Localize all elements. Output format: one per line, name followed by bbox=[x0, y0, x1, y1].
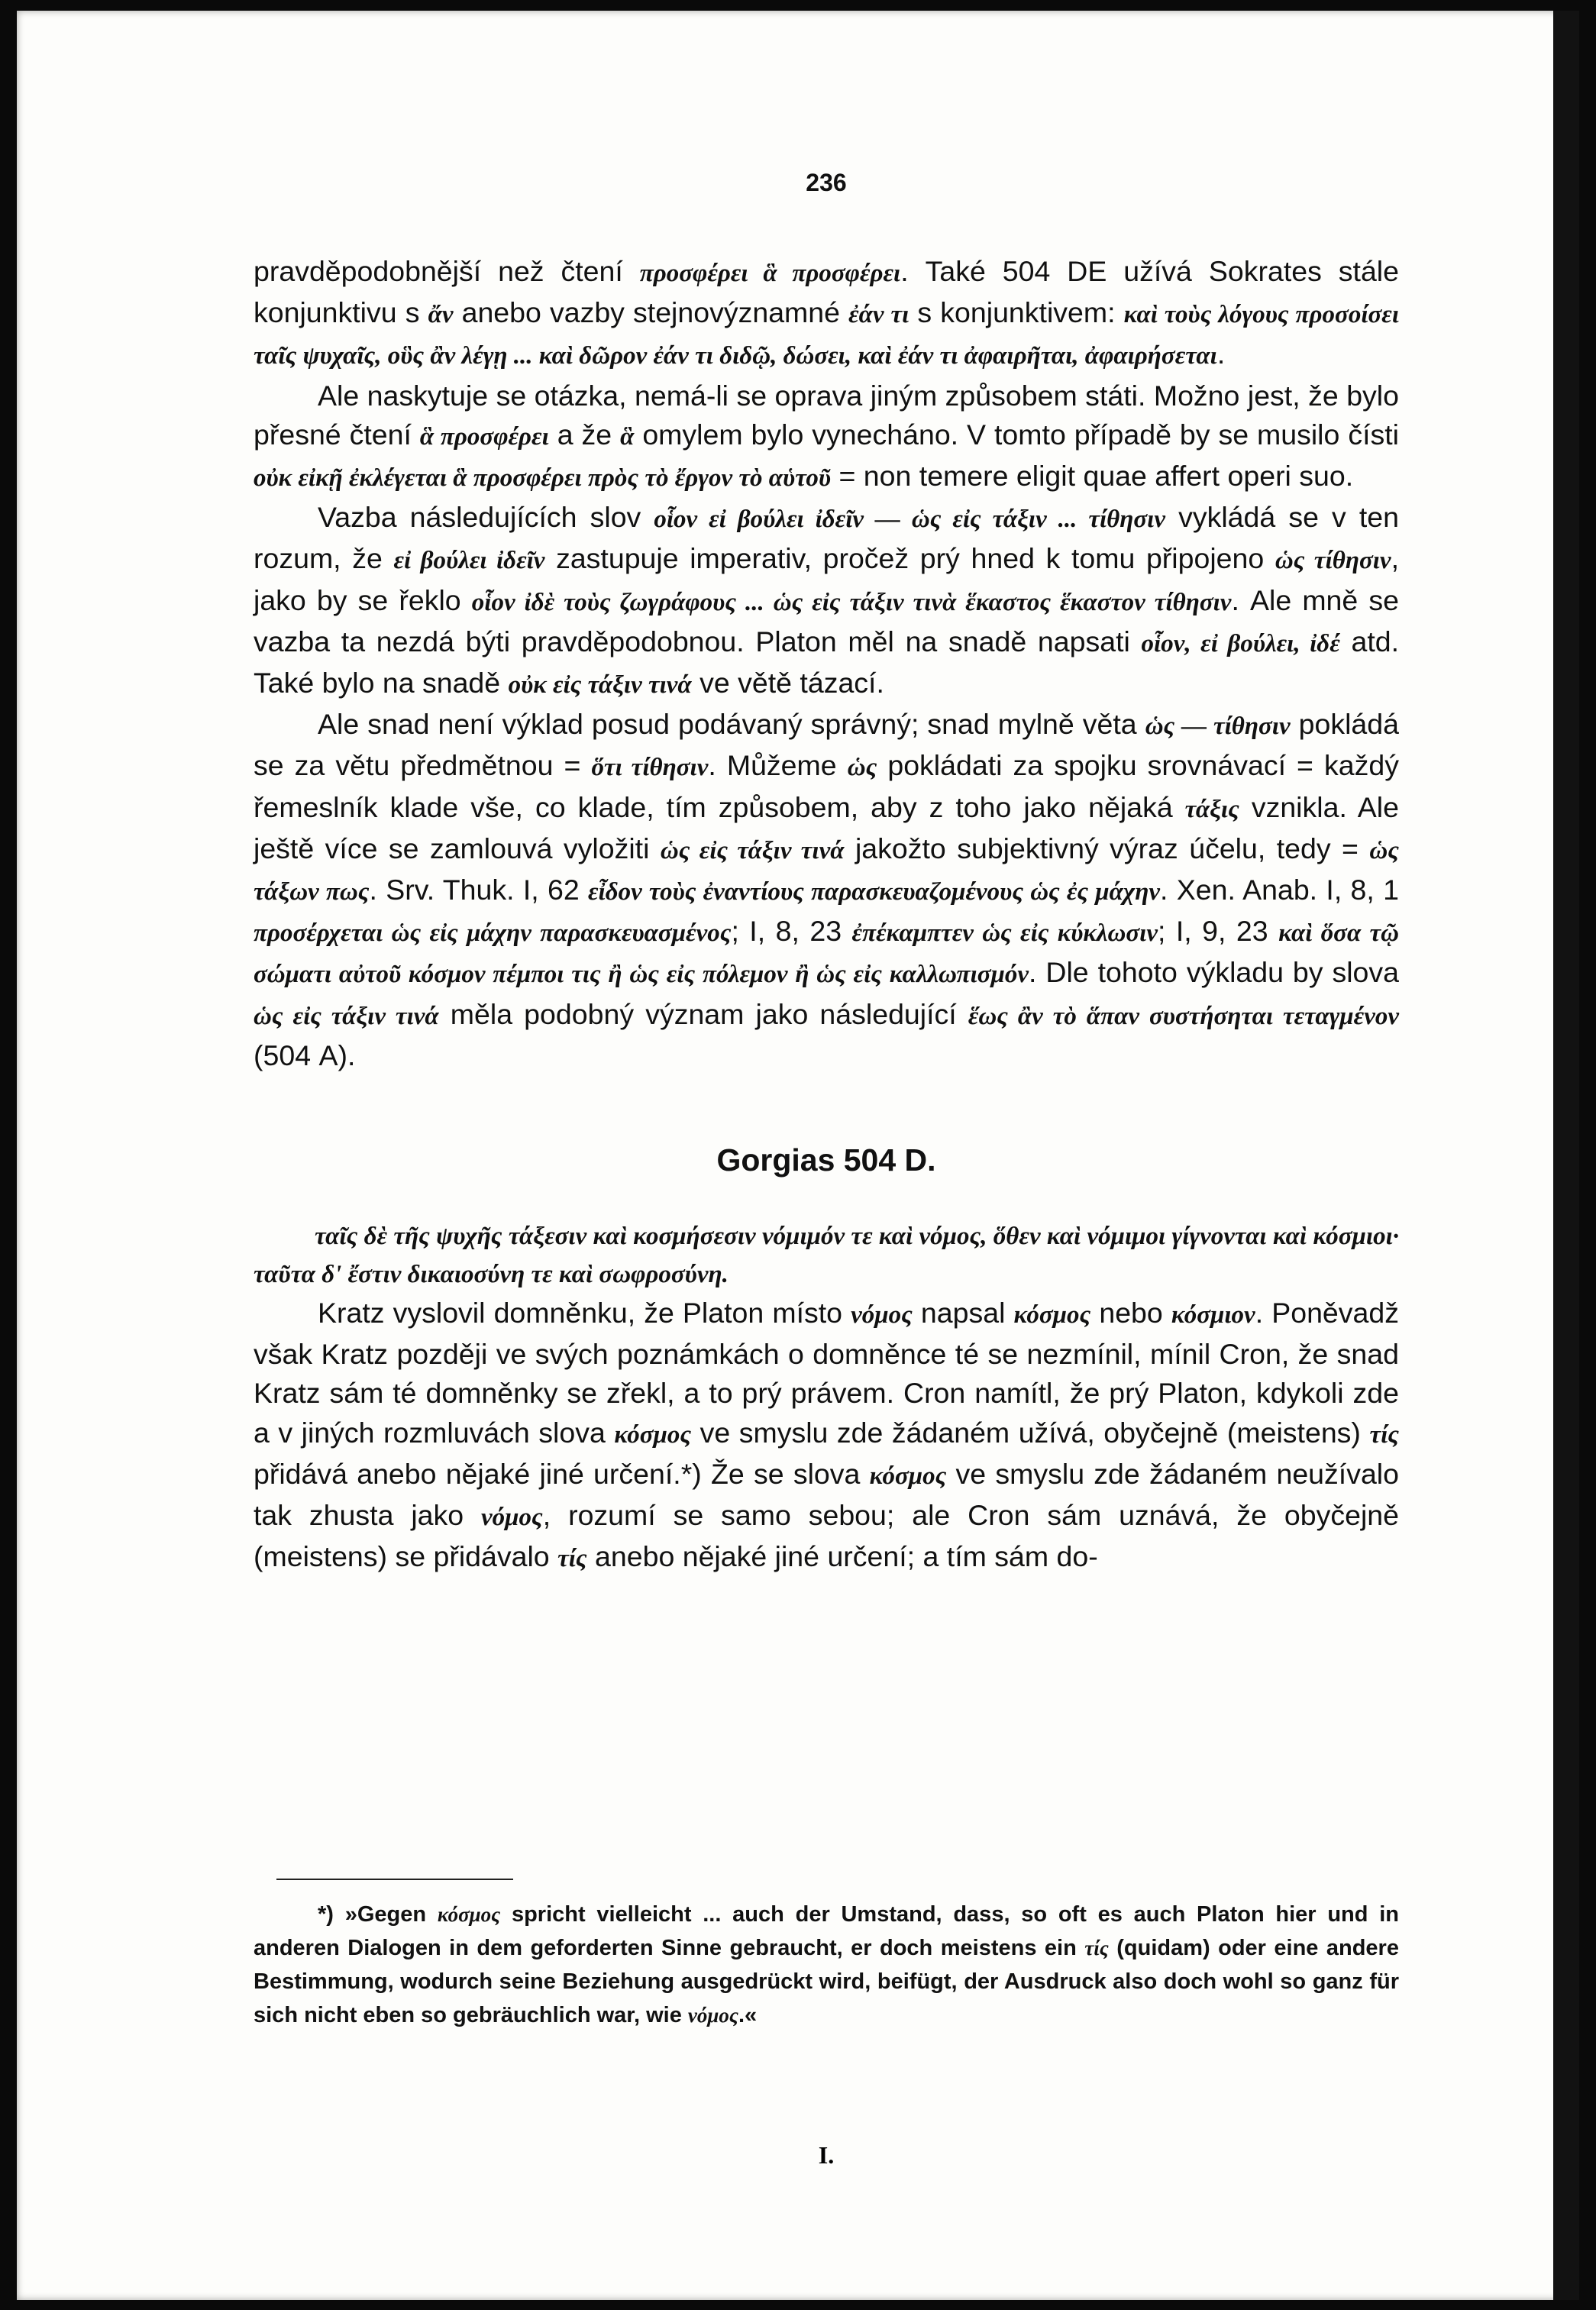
page-number: 236 bbox=[806, 169, 847, 196]
footnote-text: *) »Gegen κόσμος spricht vielleicht ... auch der Umstand, dass, so oft es auch Platon hier und in anderen Dialogen in dem geforderten Sinne gebraucht, er doch meistens ein τίς (quidam) oder eine andere Bestimmung, wodurch seine Beziehung ausgedrückt wird, beifügt, der Ausdruck also doch wohl so ganz für sich nicht eben so gebräuchlich war, wie νόμος.« bbox=[254, 1902, 1399, 2027]
signature-mark: I. bbox=[818, 2141, 835, 2169]
greek-quotation: ταῖς δὲ τῆς ψυχῆς τάξεσιν καὶ κοσμήσεσιν νόμιμόν τε καὶ νόμος, ὅθεν καὶ νόμιμοι γίγνονται καὶ κόσμιοι· ταῦτα δ' ἔστιν δικαιοσύνη τε καὶ σωφροσύνη. bbox=[254, 1223, 1399, 1289]
footnote-rule bbox=[276, 1879, 513, 1880]
footnote bbox=[254, 1898, 1399, 2032]
paragraph-1: pravděpodobnější než čtení προσφέρει ἃ προσφέρει. Také 504 DE užívá Sokrates stále konjunktivu s ἄν anebo vazby stejnovýznamné ἐάν τι s konjunktivem: καὶ τοὺς λόγους προσοίσει ταῖς ψυχαῖς, οὓς ἂν λέγῃ ... καὶ δῶρον ἐάν τι διδῷ, δώσει, καὶ ἐάν τι ἀφαιρῆται, ἀφαιρήσεται. bbox=[254, 255, 1400, 370]
paragraph-3: Vazba následujících slov οἷον εἰ βούλει ἰδεῖν — ὡς εἰς τάξιν ... τίθησιν vykládá se v ten rozum, že εἰ βούλει ἰδεῖν zastupuje imperativ, pročež prý hned k tomu připojeno ὡς τίθησιν, jako by se řeklo οἷον ἰδὲ τοὺς ζωγράφους ... ὡς εἰς τάξιν τινὰ ἕκαστος ἕκαστον τίθησιν. Ale mně se vazba ta nezdá býti pravděpodobnou. Platon měl na snadě napsati οἷον, εἰ βούλει, ἰδέ atd. Také bylo na snadě οὐκ εἰς τάξιν τινά ve větě tázací. bbox=[254, 501, 1400, 699]
scanned-page bbox=[17, 11, 1579, 2300]
main-text bbox=[254, 252, 1399, 1578]
section-title: Gorgias 504 D. bbox=[716, 1142, 936, 1178]
paragraph-5: Kratz vyslovil domněnku, že Platon místo νόμος napsal κόσμος nebo κόσμιον. Poněvadž však Kratz později ve svých poznámkách o domněnce té se nezmínil, mínil Cron, že snad Kratz sám té domněnky se zřekl, a to prý právem. Cron namítl, že prý Platon, kdykoli zde a v jiných rozmluvách slova κόσμος ve smyslu zde žádaném užívá, obyčejně (meistens) τίς přidává anebo nějaké jiné určení.*) Že se slova κόσμος ve smyslu zde žádaném neužívalo tak zhusta jako νόμος, rozumí se samo sebou; ale Cron sám uznává, že obyčejně (meistens) se přidávalo τίς anebo nějaké jiné určení; a tím sám do- bbox=[254, 1297, 1399, 1573]
paragraph-4: Ale snad není výklad posud podávaný správný; snad mylně věta ὡς — τίθησιν pokládá se za větu předmětnou = ὅτι τίθησιν. Můžeme ὡς pokládati za spojku srovnávací = každý řemeslník klade vše, co klade, tím způsobem, aby z toho jako nějaká τάξις vznikla. Ale ještě více se zamlouvá vyložiti ὡς εἰς τάξιν τινά jakožto subjektivný výraz účelu, tedy = ὡς τάξων πως. Srv. Thuk. I, 62 εἶδον τοὺς ἐναντίους παρασκευαζομένους ὡς ἐς μάχην. Xen. Anab. I, 8, 1 προσέρχεται ὡς εἰς μάχην παρασκευασμένος; I, 8, 23 ἐπέκαμπτεν ὡς εἰς κύκλωσιν; I, 9, 23 καὶ ὅσα τῷ σώματι αὐτοῦ κόσμον πέμποι τις ἢ ὡς εἰς πόλεμον ἢ ὡς εἰς καλλωπισμόν. Dle tohoto výkladu by slova ὡς εἰς τάξιν τινά měla podobný význam jako následující ἕως ἂν τὸ ἅπαν συστήσηται τεταγμένον (504 A). bbox=[254, 708, 1400, 1071]
book-spine-shadow bbox=[1553, 11, 1579, 2300]
paragraph-2: Ale naskytuje se otázka, nemá-li se oprava jiným způsobem státi. Možno jest, že bylo přesné čtení ἃ προσφέρει a že ἃ omylem bylo vynecháno. V tomto případě by se musilo čísti οὐκ εἰκῇ ἐκλέγεται ἃ προσφέρει πρὸς τὸ ἔργον τὸ αὑτοῦ = non temere eligit quae affert operi suo. bbox=[254, 379, 1399, 493]
